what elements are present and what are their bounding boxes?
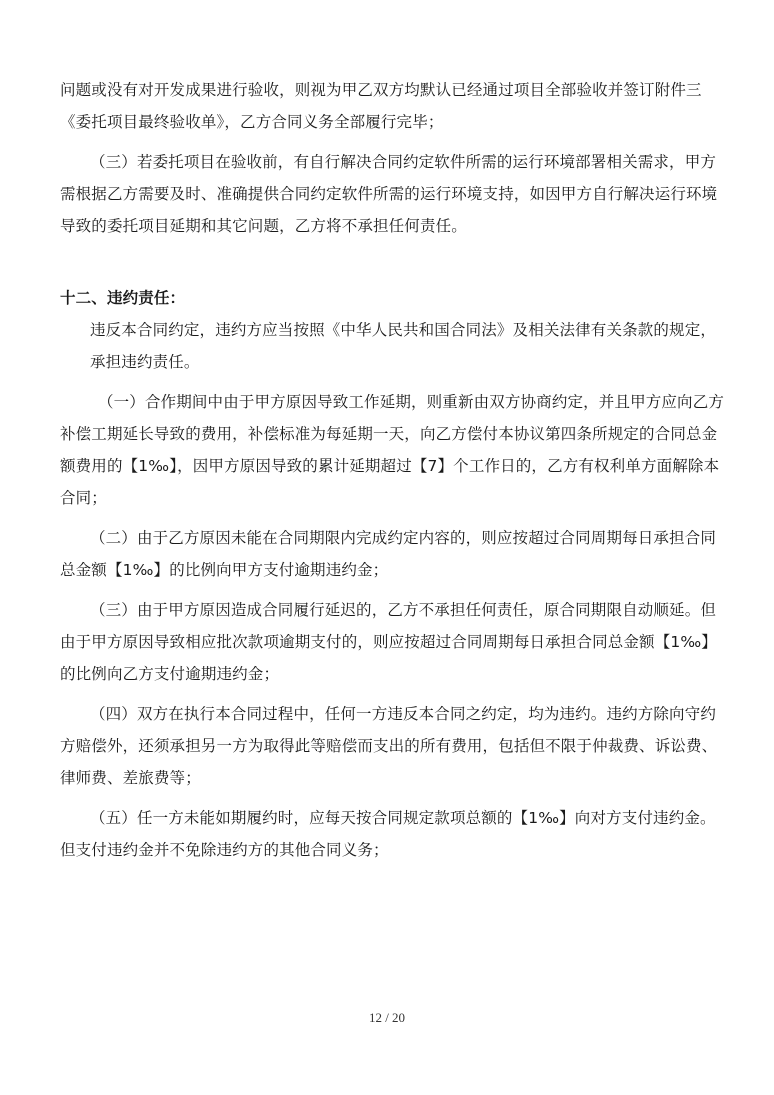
- text-line: （二）由于乙方原因未能在合同期限内完成约定内容的，则应按超过合同周期每日承担合同: [90, 529, 717, 547]
- text-line: （三）由于甲方原因造成合同履行延迟的，乙方不承担任何责任，原合同期限自动顺延。但: [90, 601, 717, 619]
- text-line: 的比例向乙方支付逾期违约金；: [60, 665, 280, 683]
- text-line: 额费用的【1‰】，因甲方原因导致的累计延期超过【7】个工作日的，乙方有权利单方面解除本: [60, 457, 720, 475]
- text-line: 导致的委托项目延期和其它问题，乙方将不承担任何责任。: [60, 217, 467, 235]
- text-line: （五）任一方未能如期履约时，应每天按合同规定款项总额的【1‰】向对方支付违约金。: [90, 809, 716, 827]
- text-line: 补偿工期延长导致的费用，补偿标准为每延期一天，向乙方偿付本协议第四条所规定的合同总金: [60, 425, 718, 443]
- section-heading: 十二、违约责任：: [60, 289, 186, 307]
- page-number: 12 / 20: [368, 1010, 406, 1025]
- text-line: 承担违约责任。: [90, 353, 200, 371]
- text-line: 合同；: [60, 489, 107, 507]
- text-line: 问题或没有对开发成果进行验收，则视为甲乙双方均默认已经通过项目全部验收并签订附件三: [60, 81, 702, 99]
- text-line: 但支付违约金并不免除违约方的其他合同义务；: [60, 841, 389, 859]
- document-body: [60, 74, 725, 866]
- text-line: 《委托项目最终验收单》，乙方合同义务全部履行完毕；: [60, 113, 444, 131]
- text-line: 总金额【1‰】的比例向甲方支付逾期违约金；: [60, 561, 389, 579]
- text-line: （三）若委托项目在验收前，有自行解决合同约定软件所需的运行环境部署相关需求，甲方: [90, 153, 717, 171]
- text-line: 方赔偿外，还须承担另一方为取得此等赔偿而支出的所有费用，包括但不限于仲裁费、诉讼费、: [60, 737, 718, 755]
- text-line: 律师费、差旅费等；: [60, 769, 201, 787]
- text-line: 需根据乙方需要及时、准确提供合同约定软件所需的运行环境支持，如因甲方自行解决运行环境: [60, 185, 718, 203]
- text-line: 由于甲方原因导致相应批次款项逾期支付的，则应按超过合同周期每日承担合同总金额【1‰】: [60, 633, 717, 651]
- text-line: 违反本合同约定，违约方应当按照《中华人民共和国合同法》及相关法律有关条款的规定，: [90, 321, 717, 339]
- text-line: （一）合作期间中由于甲方原因导致工作延期，则重新由双方协商约定，并且甲方应向乙方: [98, 393, 725, 411]
- text-line: （四）双方在执行本合同过程中，任何一方违反本合同之约定，均为违约。违约方除向守约: [90, 705, 717, 723]
